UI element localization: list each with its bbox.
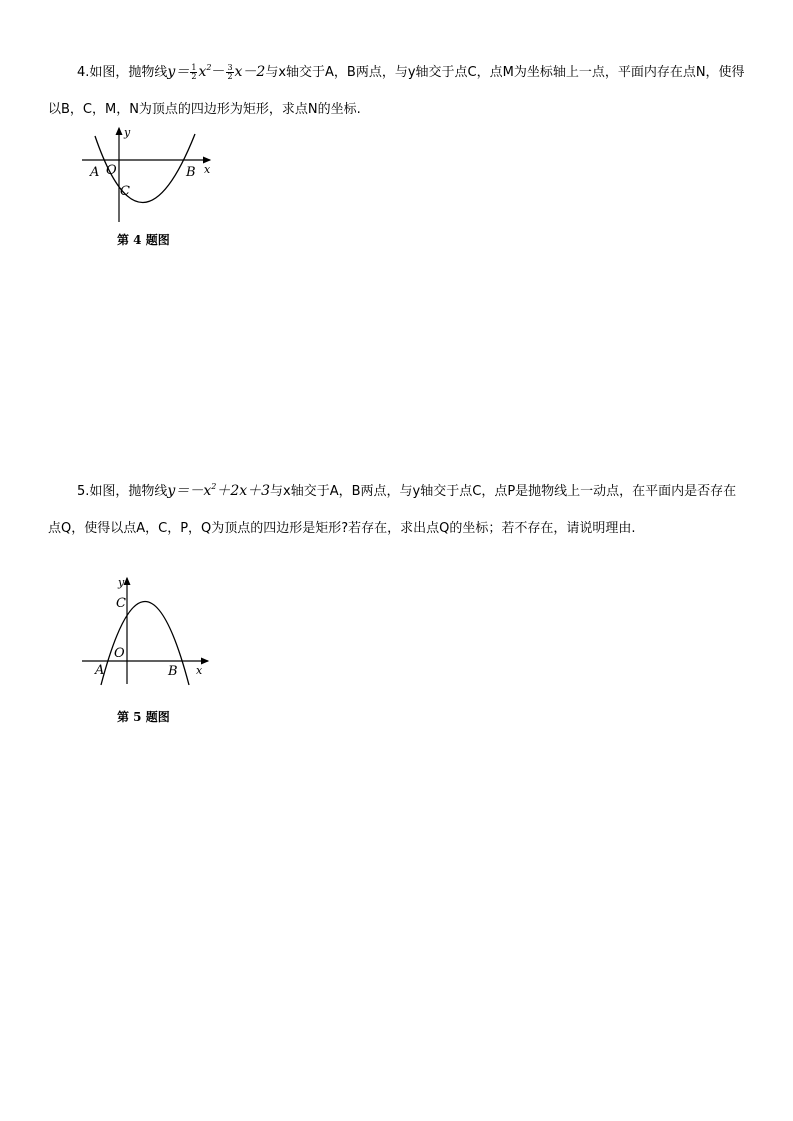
problem-4-text — [48, 54, 748, 128]
problem-5-body: 与x轴交于A，B两点，与y轴交于点C，点P是抛物线上一动点，在平面内是否存在点Q，使得以点A，C，P，Q为顶点的四边形是矩形?若存在，求出点Q的坐标；若不存在，请说明理由. — [48, 484, 737, 536]
figure-5-caption: 第 5 题图 — [117, 710, 170, 724]
problem-5-text — [48, 473, 748, 547]
origin-label: O — [106, 163, 117, 178]
point-b-label: B — [168, 664, 178, 679]
y-axis-label: y — [124, 126, 131, 139]
point-b-label: B — [186, 165, 196, 180]
point-a-label: A — [90, 165, 100, 180]
point-c-label: C — [120, 184, 130, 199]
point-c-label: C — [116, 596, 126, 611]
problem-5-equation: $y=-x^2+2x+3$ — [167, 482, 271, 499]
fraction-one-half: $\frac{1}{2}$ — [191, 62, 197, 81]
problem-4-number: 4. — [77, 65, 90, 80]
x-axis-label: x — [204, 163, 211, 176]
y-axis-label: y — [118, 576, 125, 589]
origin-label: O — [114, 646, 125, 661]
problem-5-figure — [78, 574, 218, 686]
problem-5-number: 5. — [77, 484, 90, 499]
figure-4-caption: 第 4 题图 — [117, 233, 170, 247]
fraction-three-halves: $\frac{3}{2}$ — [227, 62, 233, 81]
problem-4-equation: y＝ $\frac{1}{2}$ $x^2-$ $\frac{3}{2}$ x－2 — [167, 62, 266, 81]
problem-5-intro: 如图，抛物线 — [89, 484, 168, 499]
parabola-graph-5 — [78, 574, 218, 686]
problem-4-body: 与x轴交于A，B两点，与y轴交于点C，点M为坐标轴上一点，平面内存在点N，使得以B，C，M，N为顶点的四边形为矩形，求点N的坐标. — [48, 65, 745, 117]
parabola-graph-4 — [80, 124, 220, 224]
problem-4-figure — [80, 124, 220, 224]
x-axis-label: x — [196, 664, 203, 677]
problem-4-intro: 如图，抛物线 — [89, 65, 168, 80]
point-a-label: A — [95, 663, 105, 678]
